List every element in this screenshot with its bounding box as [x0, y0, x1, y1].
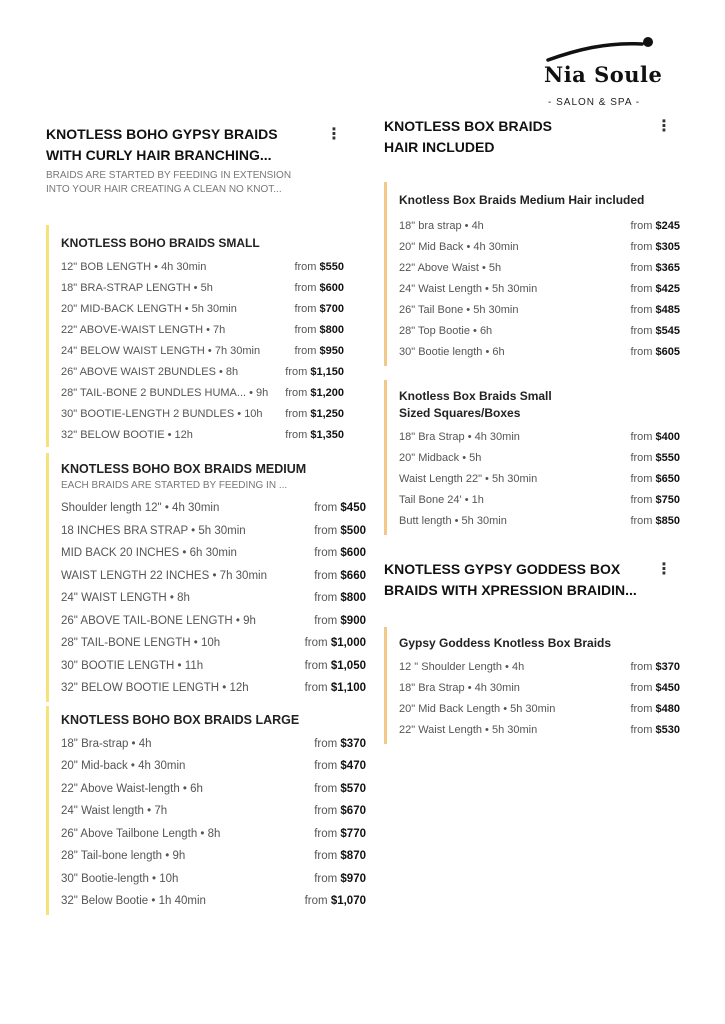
service-list	[61, 733, 366, 913]
service-item[interactable]: 22" Above Waist-length • 6h from $570	[61, 782, 366, 795]
section-title: Knotless Box Braids Small Sized Squares/Boxes	[399, 389, 552, 420]
service-item[interactable]: 20" Mid-back • 4h 30min from $470	[61, 760, 366, 773]
section-title: Knotless Box Braids Medium Hair included	[399, 193, 645, 207]
vertical-dots-icon[interactable]: ⋮	[326, 126, 342, 143]
service-item[interactable]: Waist Length 22" • 5h 30min from $650	[399, 472, 680, 485]
service-item[interactable]: Shoulder length 12" • 4h 30min from $450	[61, 502, 366, 515]
service-item[interactable]: 18" bra strap • 4h from $245	[399, 219, 680, 232]
service-item[interactable]: 20" Midback • 5h from $550	[399, 451, 680, 464]
vertical-dots-icon[interactable]: ⋮	[656, 561, 672, 578]
service-item[interactable]: 20" Mid Back • 4h 30min from $305	[399, 240, 680, 253]
category-header	[384, 559, 680, 601]
service-section	[46, 453, 366, 702]
right-column	[384, 116, 680, 744]
service-item[interactable]: 24" WAIST LENGTH • 8h from $800	[61, 592, 366, 605]
left-column	[46, 124, 366, 915]
service-item[interactable]: Tail Bone 24' • 1h from $750	[399, 493, 680, 506]
service-item[interactable]: 24" BELOW WAIST LENGTH • 7h 30min from $950	[61, 344, 344, 357]
service-item[interactable]: 20" Mid Back Length • 5h 30min from $480	[399, 702, 680, 715]
service-item[interactable]: 30" BOOTIE-LENGTH 2 BUNDLES • 10h from $1,250	[61, 407, 344, 420]
category-header	[46, 124, 366, 197]
section-title: Gypsy Goddess Knotless Box Braids	[399, 636, 612, 650]
service-item[interactable]: 26" ABOVE WAIST 2BUNDLES • 8h from $1,150	[61, 365, 344, 378]
service-item[interactable]: 32" BELOW BOOTIE • 12h from $1,350	[61, 428, 344, 441]
service-item[interactable]: 22" Above Waist • 5h from $365	[399, 261, 680, 274]
service-list	[399, 656, 680, 740]
category-title: KNOTLESS BOX BRAIDS HAIR INCLUDED	[384, 118, 553, 155]
vertical-dots-icon[interactable]: ⋮	[656, 118, 672, 135]
service-item[interactable]: 26" ABOVE TAIL-BONE LENGTH • 9h from $900	[61, 614, 366, 627]
service-item[interactable]: 22" Waist Length • 5h 30min from $530	[399, 723, 680, 736]
service-list	[399, 426, 680, 531]
category-header	[384, 116, 680, 158]
section-title: KNOTLESS BOHO BOX BRAIDS LARGE	[61, 712, 300, 727]
service-list	[399, 215, 680, 362]
service-item[interactable]: 28" Tail-bone length • 9h from $870	[61, 850, 366, 863]
service-item[interactable]: 12 " Shoulder Length • 4h from $370	[399, 660, 680, 673]
service-item[interactable]: 18" BRA-STRAP LENGTH • 5h from $600	[61, 281, 344, 294]
service-item[interactable]: 18" Bra Strap • 4h 30min from $400	[399, 430, 680, 443]
service-item[interactable]: 30" Bootie length • 6h from $605	[399, 345, 680, 358]
service-item[interactable]: 12" BOB LENGTH • 4h 30min from $550	[61, 260, 344, 273]
service-item[interactable]: 30" Bootie-length • 10h from $970	[61, 872, 366, 885]
section-title: KNOTLESS BOHO BRAIDS SMALL	[61, 236, 260, 250]
brand-name: Nia Soule	[544, 62, 663, 87]
service-item[interactable]: 24" Waist length • 7h from $670	[61, 805, 366, 818]
service-section	[46, 225, 366, 447]
service-item[interactable]: 24" Waist Length • 5h 30min from $425	[399, 282, 680, 295]
service-item[interactable]: 22" ABOVE-WAIST LENGTH • 7h from $800	[61, 323, 344, 336]
service-item[interactable]: 28" Top Bootie • 6h from $545	[399, 324, 680, 337]
service-section	[384, 182, 680, 366]
service-section	[384, 380, 680, 535]
section-title: KNOTLESS BOHO BOX BRAIDS MEDIUM	[61, 462, 307, 476]
service-item[interactable]: 32" BELOW BOOTIE LENGTH • 12h from $1,100	[61, 682, 366, 695]
service-item[interactable]: 26" Tail Bone • 5h 30min from $485	[399, 303, 680, 316]
service-item[interactable]: Butt length • 5h 30min from $850	[399, 514, 680, 527]
category-description: BRAIDS ARE STARTED BY FEEDING IN EXTENSION INTO YOUR HAIR CREATING A CLEAN NO KNOT...	[46, 170, 292, 195]
service-item[interactable]: WAIST LENGTH 22 INCHES • 7h 30min from $660	[61, 569, 366, 582]
section-description: EACH BRAIDS ARE STARTED BY FEEDING IN ...	[61, 480, 288, 491]
service-item[interactable]: 28" TAIL-BONE 2 BUNDLES HUMA... • 9h from $1,200	[61, 386, 344, 399]
service-item[interactable]: 18" Bra-strap • 4h from $370	[61, 737, 366, 750]
service-item[interactable]: 32" Below Bootie • 1h 40min from $1,070	[61, 895, 366, 908]
service-item[interactable]: 28" TAIL-BONE LENGTH • 10h from $1,000	[61, 637, 366, 650]
service-list	[61, 497, 366, 700]
service-item[interactable]: 26" Above Tailbone Length • 8h from $770	[61, 827, 366, 840]
logo-swoosh-icon	[546, 36, 658, 64]
service-item[interactable]: MID BACK 20 INCHES • 6h 30min from $600	[61, 547, 366, 560]
category-title: KNOTLESS GYPSY GODDESS BOX BRAIDS WITH XPRESSION BRAIDIN...	[384, 561, 637, 598]
brand-tagline: - SALON & SPA -	[548, 97, 641, 108]
service-item[interactable]: 18 INCHES BRA STRAP • 5h 30min from $500	[61, 524, 366, 537]
service-section	[384, 627, 680, 744]
category-title: KNOTLESS BOHO GYPSY BRAIDS WITH CURLY HAIR BRANCHING...	[46, 126, 278, 163]
brand-logo	[540, 36, 665, 112]
service-item[interactable]: 30" BOOTIE LENGTH • 11h from $1,050	[61, 659, 366, 672]
service-item[interactable]: 20" MID-BACK LENGTH • 5h 30min from $700	[61, 302, 344, 315]
service-section	[46, 706, 366, 915]
service-list	[61, 256, 366, 445]
service-item[interactable]: 18" Bra Strap • 4h 30min from $450	[399, 681, 680, 694]
